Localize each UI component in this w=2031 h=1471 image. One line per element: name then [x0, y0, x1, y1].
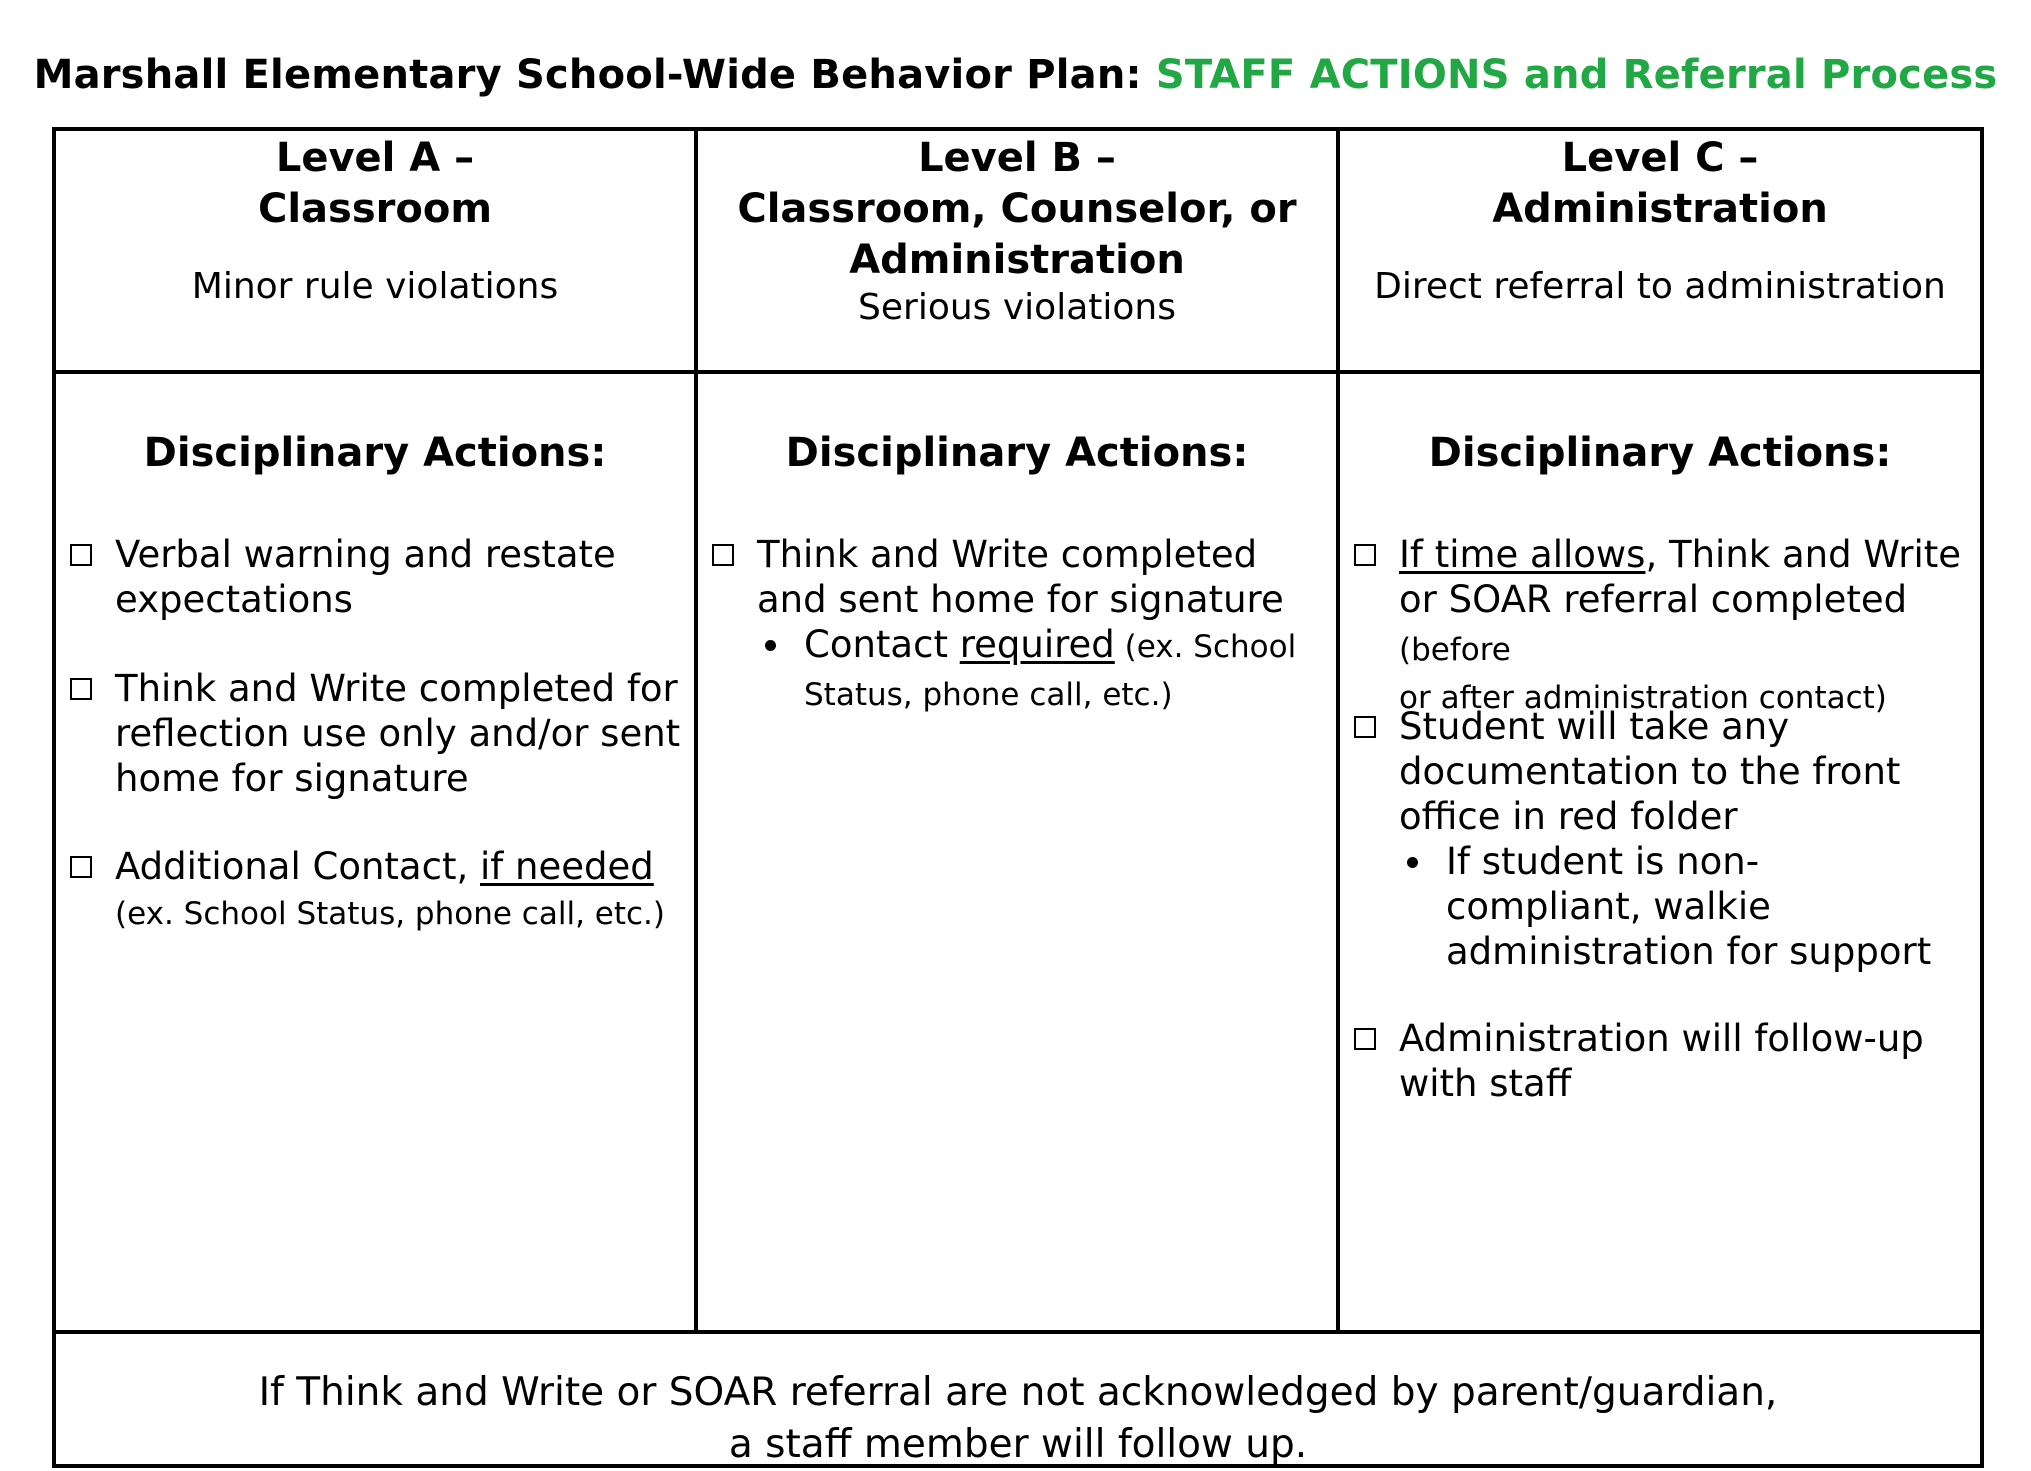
checkbox-icon[interactable] [1354, 544, 1376, 566]
action-text-rest: , Think and Write or SOAR referral completed [1399, 533, 1962, 621]
level-c-action-item [1354, 704, 1940, 974]
checkbox-icon[interactable] [712, 544, 734, 566]
action-text-start: Additional Contact, [115, 845, 480, 888]
action-text-underlined: if needed [479, 845, 654, 888]
level-c-actions-heading: Disciplinary Actions: [1428, 430, 1892, 476]
level-a-action-item [70, 532, 684, 622]
level-a-actions-heading: Disciplinary Actions: [143, 430, 607, 476]
level-a-actions [56, 374, 694, 1330]
level-a-title: Level A – [275, 135, 475, 181]
level-b-actions-heading: Disciplinary Actions: [785, 430, 1249, 476]
level-a-action-item [70, 844, 684, 937]
level-b-header [698, 131, 1336, 370]
level-b-actions [698, 374, 1336, 1330]
action-text: Verbal warning and restate expectations [115, 533, 616, 621]
footer-note [56, 1334, 1980, 1471]
level-a-action-item [70, 666, 684, 801]
bullet-note: Status, phone call, etc.) [804, 677, 1173, 713]
action-note: or after administration contact) [1399, 680, 1887, 716]
footer-line: If Think and Write or SOAR referral are not acknowledged by parent/guardian, [258, 1370, 1778, 1415]
checkbox-icon[interactable] [70, 856, 92, 878]
checkbox-icon[interactable] [70, 678, 92, 700]
level-c-actions [1340, 374, 1980, 1330]
bullet-text-start: Contact [804, 623, 960, 666]
level-b-title: Level B – [918, 135, 1116, 181]
action-text-underlined: If time allows [1399, 533, 1646, 576]
action-text [1399, 532, 1976, 721]
checkbox-icon[interactable] [70, 544, 92, 566]
level-b-subtitle-line1: Classroom, Counselor, or [737, 186, 1297, 232]
bullet-icon [1407, 857, 1418, 868]
checkbox-icon[interactable] [1354, 1028, 1376, 1050]
bullet-icon [765, 640, 776, 651]
level-c-title: Level C – [1561, 135, 1759, 181]
level-c-description: Direct referral to administration [1374, 266, 1946, 307]
title-prefix: Marshall Elementary School-Wide Behavior Plan: [33, 52, 1142, 98]
level-c-subtitle: Administration [1492, 186, 1828, 232]
level-a-header [56, 131, 694, 370]
level-a-subtitle: Classroom [257, 186, 493, 232]
action-text: Administration will follow-up with staff [1399, 1017, 1924, 1105]
level-c-action-item [1354, 1016, 1940, 1106]
behavior-plan-table [52, 127, 1984, 1468]
action-note: (before [1399, 632, 1511, 668]
checkbox-icon[interactable] [1354, 716, 1376, 738]
bullet-note: (ex. School [1114, 629, 1297, 665]
action-text: Think and Write completed for reflection use only and/or sent home for signature [115, 667, 681, 800]
page-title [0, 52, 2031, 98]
footer-line: a staff member will follow up. [728, 1422, 1308, 1467]
action-text: Student will take any documentation to the front office in red folder [1399, 705, 1901, 838]
level-c-header [1340, 131, 1980, 370]
bullet-text: If student is non-compliant, walkie administration for support [1446, 840, 1932, 973]
action-text [115, 844, 684, 937]
action-note: (ex. School Status, phone call, etc.) [115, 896, 665, 932]
level-a-description: Minor rule violations [191, 266, 559, 307]
title-accent: STAFF ACTIONS and Referral Process [1155, 52, 1998, 98]
bullet-item [757, 622, 1326, 718]
level-b-description: Serious violations [858, 287, 1176, 328]
level-c-action-item [1354, 532, 1976, 721]
bullet-text-underlined: required [959, 623, 1115, 666]
level-b-subtitle-line2: Administration [849, 237, 1185, 283]
action-text: Think and Write completed and sent home for signature [757, 533, 1284, 621]
level-b-action-item [712, 532, 1326, 718]
bullet-item [1399, 839, 1940, 974]
